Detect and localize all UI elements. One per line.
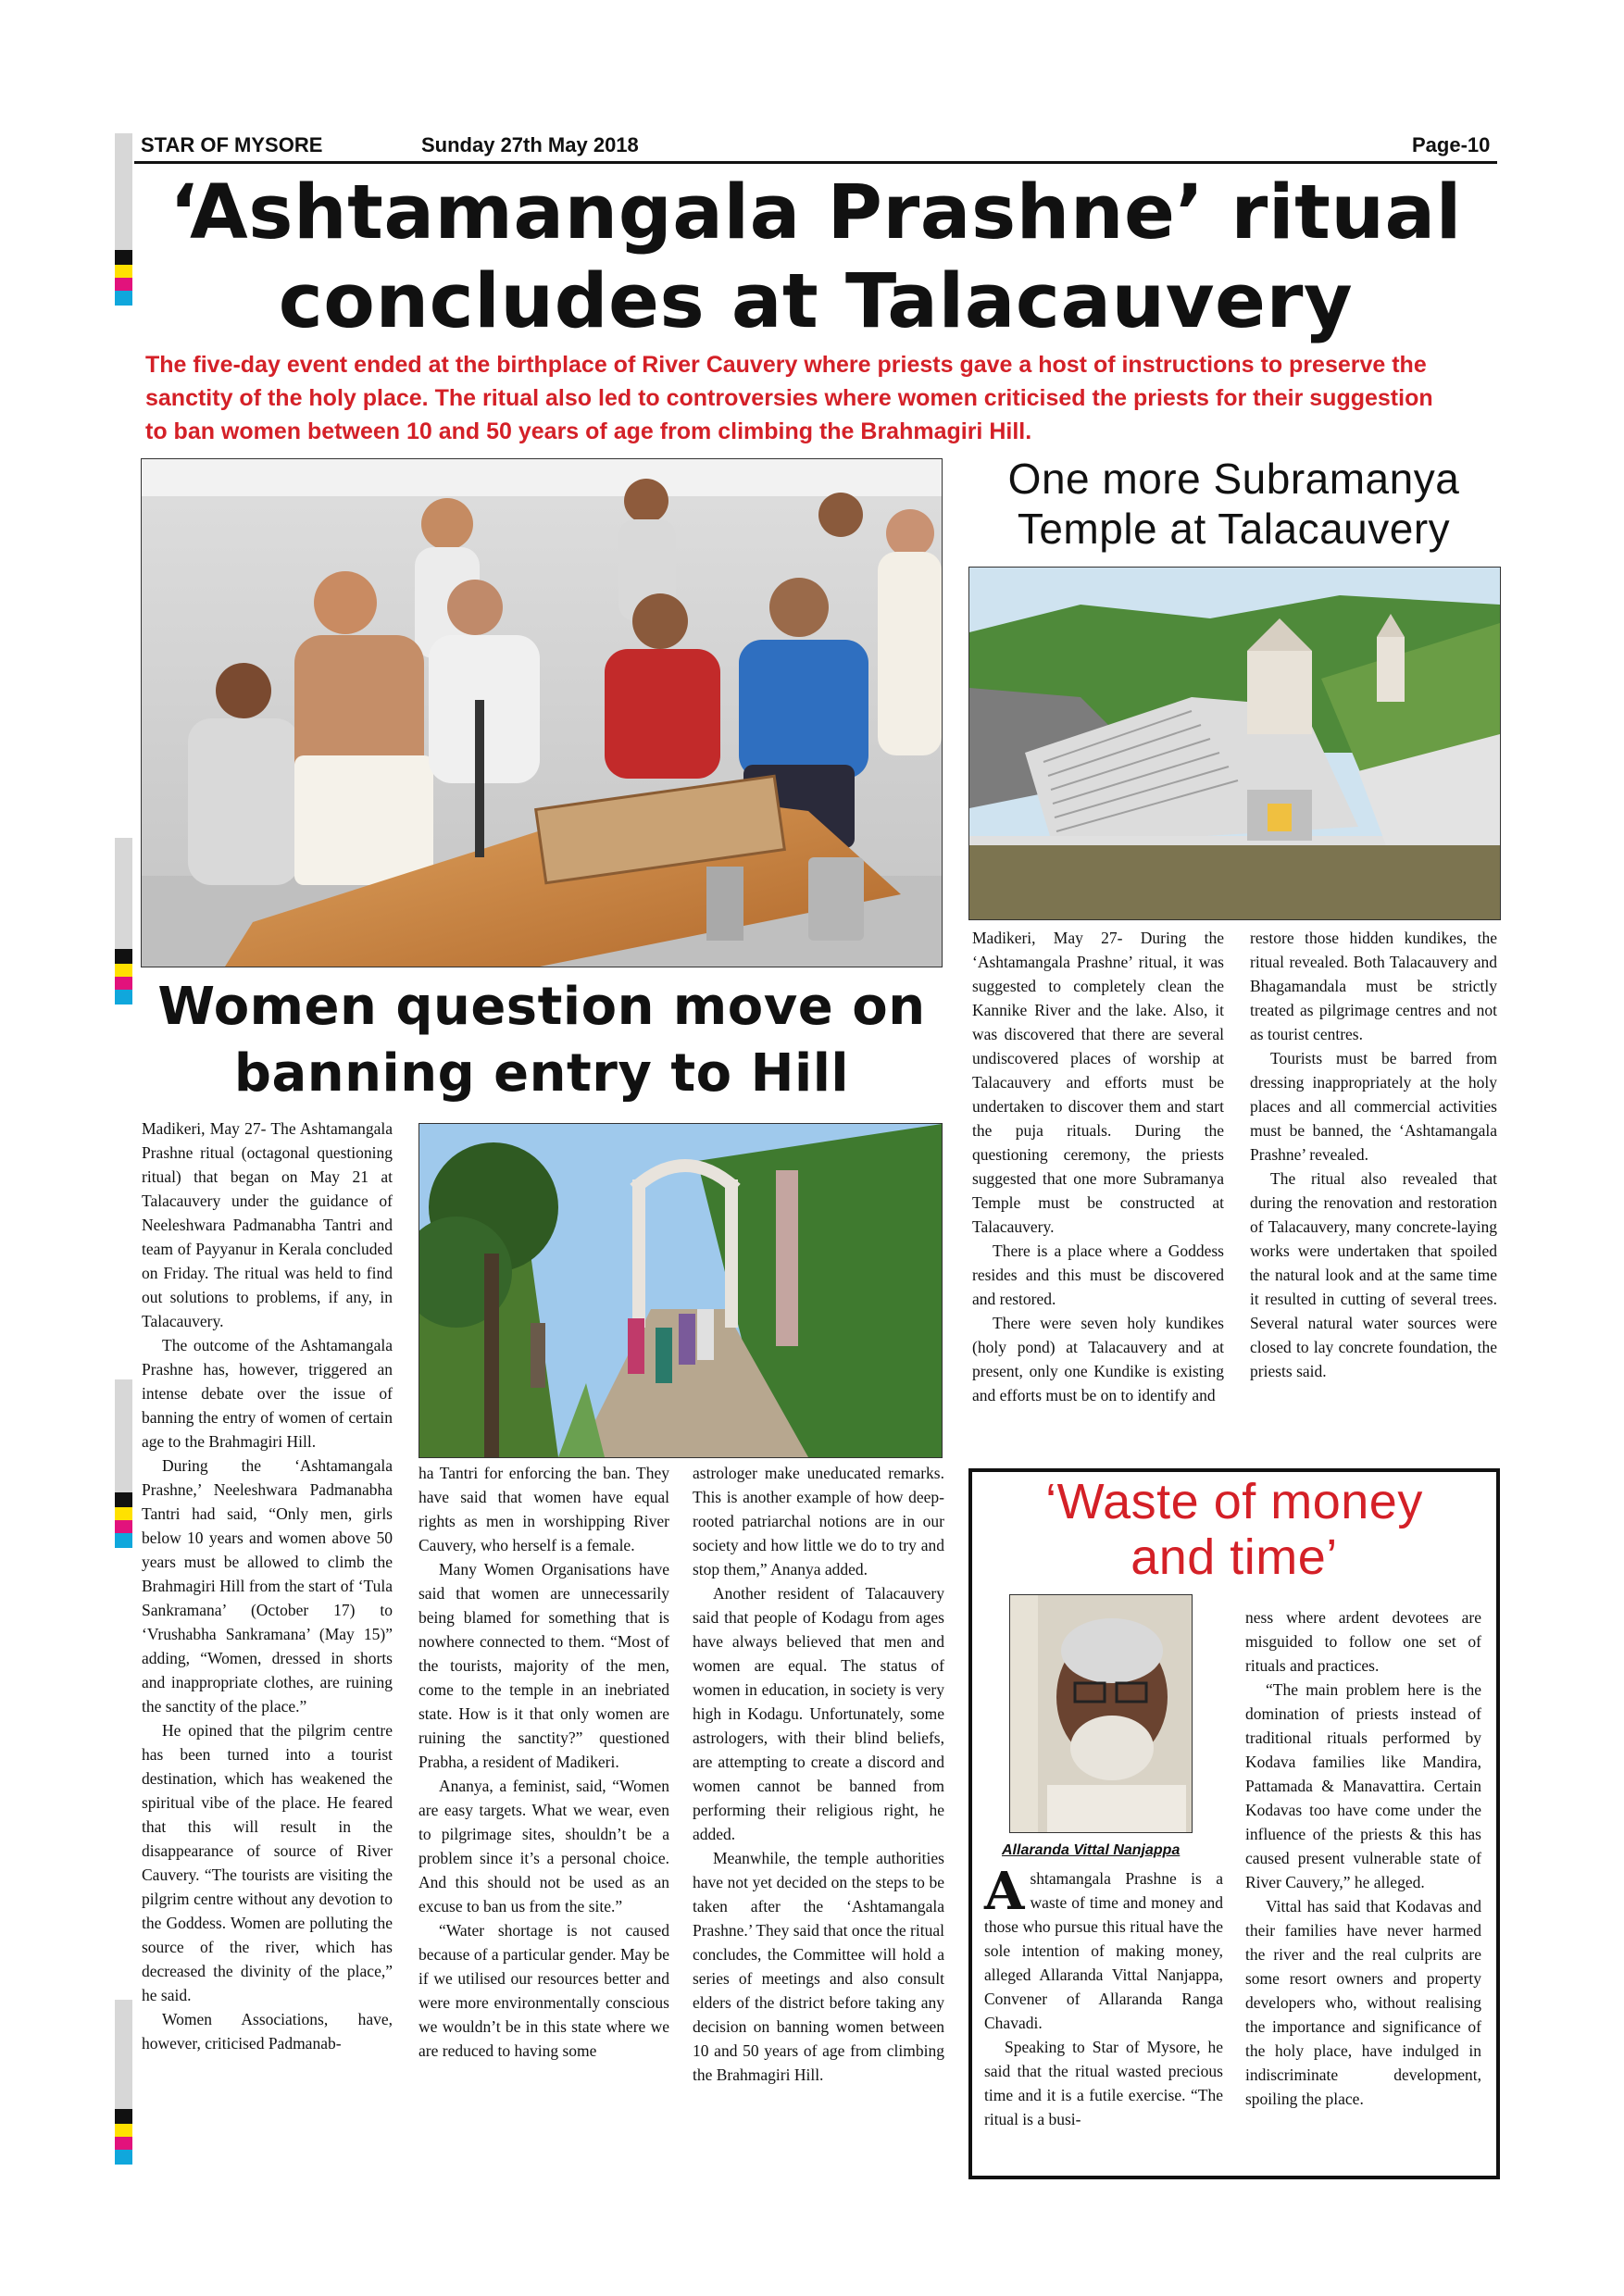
colour-swatch-magenta: [115, 1520, 132, 1533]
colour-swatch-magenta: [115, 278, 132, 291]
paragraph: restore those hidden kundikes, the ritual revealed. Both Talacauvery and Bhagamandala must be strictly treated as pilgrimage centres and not as tourist centres.: [1250, 929, 1497, 1043]
paragraph: Ananya, a feminist, said, “Women are easy targets. What we wear, even to pilgrimage sites, shouldn’t be a problem since it’s a personal choice. And this should not be used as an excuse to ban us from the site.”: [418, 1777, 669, 1915]
women-story-col2: [418, 1461, 669, 2063]
colour-swatch-cyan: [115, 990, 132, 1004]
colour-swatch-black: [115, 250, 132, 265]
colour-swatch-black: [115, 2109, 132, 2124]
colour-swatch-magenta: [115, 2137, 132, 2150]
paragraph: Women Associations, have, however, criticised Padmanab-: [142, 2010, 393, 2053]
colour-swatch-black: [115, 949, 132, 964]
paragraph: Madikeri, May 27- During the ‘Ashtamangala Prashne’ ritual, it was suggested to completely clean the Kannike River and the lake. Also, it was discovered that there are several undiscovered places of worship at Talacauvery and efforts must be undertaken to discover them and start the puja rituals. During the questioning ceremony, the priests suggested that one more Subramanya Temple must be constructed at Talacauvery.: [972, 929, 1224, 1236]
paragraph: ness where ardent devotees are misguided to follow one set of rituals and practices.: [1245, 1608, 1481, 1675]
paragraph: During the ‘Ashtamangala Prashne,’ Neeleshwara Padmanabha Tantri had said, “Only men, girls below 10 years and women above 50 years must be allowed to climb the Brahmagiri Hill from the start of ‘Tula Sankramana’ (October 17) to ‘Vrushabha Sankramana’ (May 15)” adding, “Women, dressed in shorts and inappropriate clothes, are ruining the sanctity of the place.”: [142, 1456, 393, 1716]
margin-bar: [115, 1379, 132, 1492]
main-headline-line1: ‘Ashtamangala Prashne’ ritual: [169, 169, 1462, 256]
paragraph: There is a place where a Goddess resides and this must be discovered and restored.: [972, 1242, 1224, 1308]
waste-headline-line2: and time’: [1131, 1529, 1338, 1585]
colour-swatch-cyan: [115, 1533, 132, 1548]
paragraph: “The main problem here is the domination of priests instead of traditional rituals performed by Kodava families like Mandira, Pattamada & Manavattira. Certain Kodavas too have come under the influence of the priests & this has caused present vulnerable state of River Cauvery,” he alleged.: [1245, 1680, 1481, 1891]
women-story-col1: [142, 1117, 393, 2055]
paragraph: There were seven holy kundikes (holy pond) at Talacauvery and at present, only one Kundike is existing and efforts must be on to identify and: [972, 1314, 1224, 1404]
margin-bar: [115, 2000, 132, 2109]
paragraph: The ritual also revealed that during the renovation and restoration of Talacauvery, many concrete-laying works were undertaken that spoiled the natural look and at the same time it resulted in cutting of several trees. Several natural water sources were closed to lay concrete foundation, the priests said.: [1250, 1169, 1497, 1380]
colour-swatch-black: [115, 1492, 132, 1507]
paragraph: Madikeri, May 27- The Ashtamangala Prashne ritual (octagonal questioning ritual) that began on May 21 at Talacauvery under the guidance of Neeleshwara Padmanabha Tantri and team of Payyanur in Kerala concluded on Friday. The ritual was held to find out solutions to problems, if any, in Talacauvery.: [142, 1119, 393, 1330]
nanjappa-portrait: [1009, 1594, 1193, 1833]
waste-story-col2: [1245, 1605, 1481, 2111]
deck-line3: to ban women between 10 and 50 years of age from climbing the Brahmagiri Hill.: [145, 418, 1032, 444]
margin-bar: [115, 133, 132, 250]
main-headline-line2: concludes at Talacauvery: [278, 258, 1354, 345]
temple-headline-line1: One more Subramanya: [1007, 455, 1460, 503]
masthead-rule: [134, 161, 1497, 164]
portrait-caption: Allaranda Vittal Nanjappa: [1002, 1842, 1181, 1858]
meeting-photo: [141, 458, 943, 967]
drop-cap: A: [984, 1861, 1025, 1922]
paragraph: Tourists must be barred from dressing inappropriately at the holy places and all commercial activities must be banned, the ‘Ashtamangala Prashne’ revealed.: [1250, 1049, 1497, 1164]
temple-tank-photo: [968, 567, 1501, 920]
paragraph: astrologer make uneducated remarks. This is another example of how deep-rooted patriarchal notions are in our society and how little we do to try and stop them,” Ananya added.: [693, 1464, 944, 1578]
paragraph: Another resident of Talacauvery said that people of Kodagu from ages have always believed that men and women are equal. The status of women in education, in society is very high in Kodagu. Unfortunately, some astrologers, with their blind beliefs, are attempting to create a discord and women cannot be banned from performing their religious right, he added.: [693, 1584, 944, 1843]
paragraph: He opined that the pilgrim centre has been turned into a tourist destination, which has weakened the spiritual vibe of the place. He feared that this will result in the disappearance of source of River Cauvery. “The tourists are visiting the pilgrim centre without any devotion to the Goddess. Women are polluting the source of the river, which has decreased the divinity of the place,” he said.: [142, 1721, 393, 2004]
colour-swatch-yellow: [115, 265, 132, 278]
page-number: Page-10: [1412, 133, 1491, 156]
temple-story-col1: [972, 926, 1224, 1407]
margin-bar: [115, 838, 132, 949]
paragraph: The outcome of the Ashtamangala Prashne has, however, triggered an intense debate over the issue of banning the entry of women of certain age to the Brahmagiri Hill.: [142, 1336, 393, 1451]
lead-text: shtamangala Prashne is a waste of time and money and those who pursue this ritual have the sole intention of making money, alleged Allaranda Vittal Nanjappa, Convener of Allaranda Ranga Chavadi.: [984, 1869, 1223, 2032]
paragraph: Vittal has said that Kodavas and their families have never harmed the river and the real culprits are some resort owners and property developers who, without realising the importance and significance of the holy place, have indulged in indiscriminate development, spoiling the place.: [1245, 1897, 1481, 2108]
paragraph: Speaking to Star of Mysore, he said that the ritual wasted precious time and it is a futile exercise. “The ritual is a busi-: [984, 2038, 1223, 2128]
colour-swatch-yellow: [115, 2124, 132, 2137]
paragraph: “Water shortage is not caused because of a particular gender. May be if we utilised our resources better and were more environmentally conscious we wouldn’t be in this state where we are reduced to having some: [418, 1921, 669, 2060]
deck-line1: The five-day event ended at the birthplace of River Cauvery where priests gave a host of instructions to preserve the: [145, 352, 1427, 378]
paragraph: [984, 1861, 1223, 2035]
colour-swatch-cyan: [115, 291, 132, 306]
paragraph: Many Women Organisations have said that women are unnecessarily being blamed for something that is nowhere connected to them. “Most of the tourists, majority of the men, come to the temple in an inebriated state. How is it that only women are ruining the sanctity?” questioned Prabha, a resident of Madikeri.: [418, 1560, 669, 1771]
colour-swatch-magenta: [115, 977, 132, 990]
waste-headline-line1: ‘Waste of money: [1045, 1474, 1423, 1529]
colour-swatch-cyan: [115, 2150, 132, 2165]
temple-story-col2: [1250, 926, 1497, 1383]
paragraph: Meanwhile, the temple authorities have not yet decided on the steps to be taken after the ‘Ashtamangala Prashne.’ They said that once the ritual concludes, the Committee will hold a series of meetings and also consult elders of the district before taking any decision on banning women between 10 and 50 years of age from climbing the Brahmagiri Hill.: [693, 1849, 944, 2084]
temple-headline-line2: Temple at Talacauvery: [1017, 505, 1451, 553]
waste-story-col1: [984, 1861, 1223, 2131]
hill-path-photo: [418, 1123, 943, 1458]
women-headline-line1: Women question move on: [157, 977, 926, 1037]
women-story-col3: [693, 1461, 944, 2087]
issue-date: Sunday 27th May 2018: [421, 133, 639, 156]
women-headline-line2: banning entry to Hill: [233, 1043, 850, 1104]
deck-line2: sanctity of the holy place. The ritual also led to controversies where women criticised the priests for their suggestion: [145, 385, 1433, 411]
paper-name: STAR OF MYSORE: [141, 133, 323, 156]
colour-swatch-yellow: [115, 964, 132, 977]
paragraph: ha Tantri for enforcing the ban. They have said that women have equal rights as men in worshipping River Cauvery, who herself is a female.: [418, 1464, 669, 1554]
colour-swatch-yellow: [115, 1507, 132, 1520]
